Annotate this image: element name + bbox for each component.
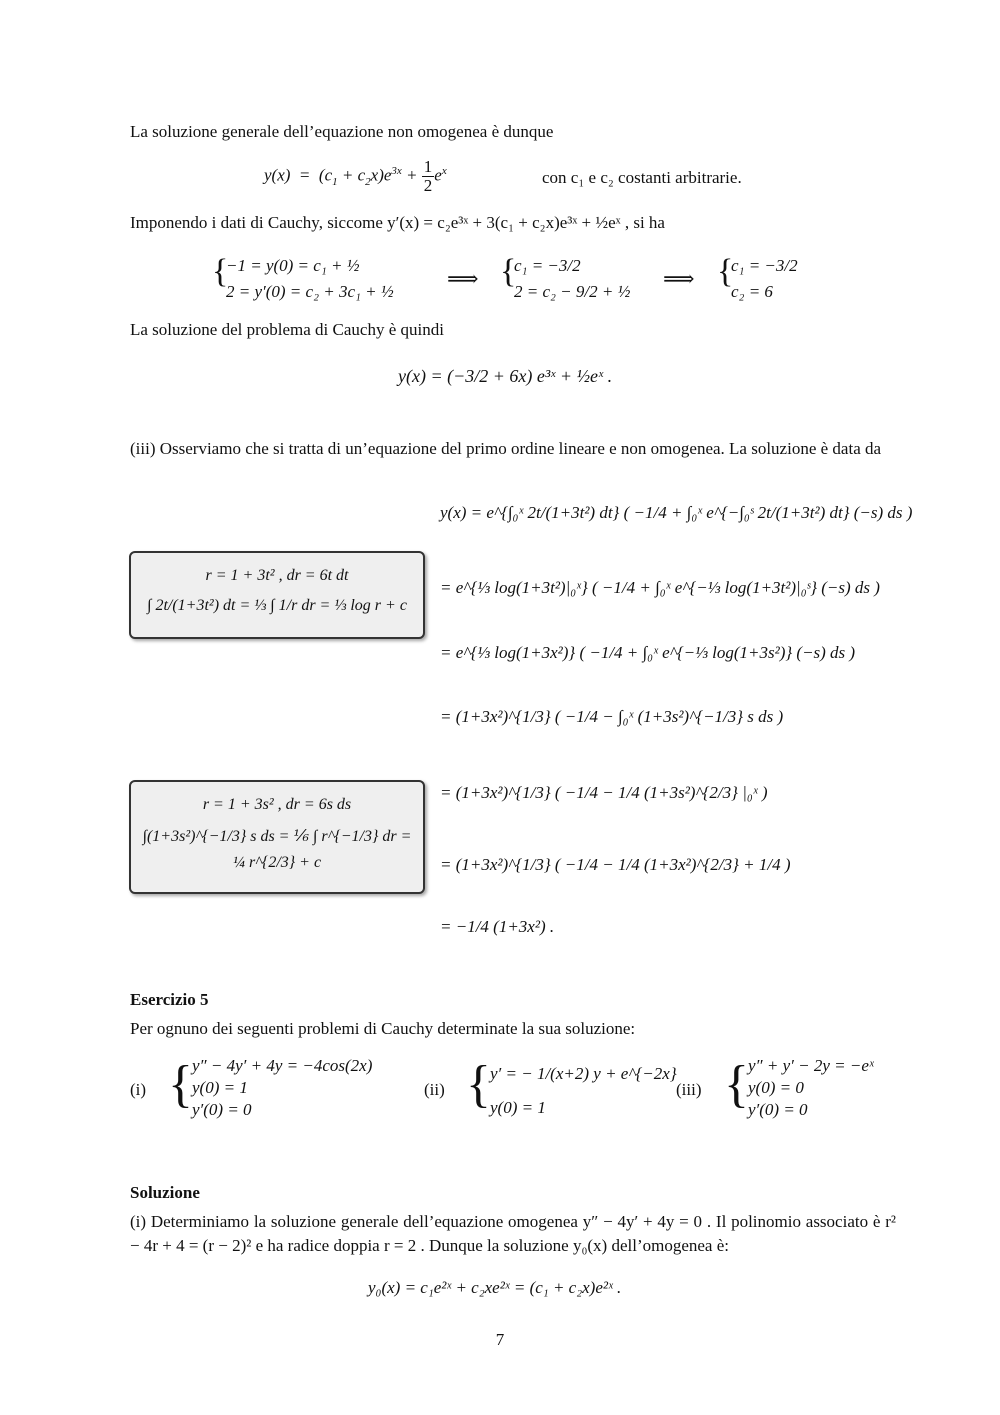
implies-arrow-1: ⟹ — [447, 266, 479, 291]
solution-equation: y₀(x) = c₁e²ˣ + c₂xe²ˣ = (c₁ + c₂x)e²ˣ . — [368, 1278, 622, 1297]
implies-arrow-2: ⟹ — [663, 266, 695, 291]
brace-system-2: { — [500, 253, 517, 290]
brace-problem-iii: { — [724, 1056, 749, 1113]
problem-ii-label: (ii) — [424, 1080, 445, 1099]
paragraph-general-solution: La soluzione generale dell’equazione non omogenea è dunque — [130, 122, 554, 141]
solution-text: (i) Determiniamo la soluzione generale dell’equazione omogenea y″ − 4y′ + 4y = 0 . Il polinomio associato è r² − 4r + 4 = (r − 2)² e ha radice doppia r = 2 . Dunque la soluzione y₀(x) dell’omogenea è: — [130, 1212, 896, 1255]
equation-cauchy-solution: y(x) = (−3/2 + 6x) e³ˣ + ½eˣ . — [398, 366, 613, 386]
brace-problem-i: { — [168, 1056, 193, 1113]
paragraph-cauchy-solution: La soluzione del problema di Cauchy è quindi — [130, 320, 444, 339]
page-number: 7 — [495, 1330, 505, 1349]
box2-line2: ∫(1+3s²)^{−1/3} s ds = ⅙ ∫ r^{−1/3} dr = — [142, 828, 412, 845]
substitution-box-2 — [129, 780, 425, 894]
derivation-line-3: = e^{⅓ log(1+3x²)} ( −1/4 + ∫₀ˣ e^{−⅓ log(1+3s²)} (−s) ds ) — [440, 643, 856, 662]
derivation-line-7: = −1/4 (1+3x²) . — [440, 917, 555, 936]
paragraph-cauchy-data: Imponendo i dati di Cauchy, siccome y′(x) = c₂e³ˣ + 3(c₁ + c₂x)e³ˣ + ½eˣ , si ha — [130, 213, 665, 232]
derivation-line-5: = (1+3x²)^{1/3} ( −1/4 − 1/4 (1+3s²)^{2/3} |₀ˣ ) — [440, 783, 768, 802]
exercise-title: Esercizio 5 — [130, 990, 209, 1009]
box1-line1: r = 1 + 3t² , dr = 6t dt — [205, 567, 349, 584]
derivation-line-6: = (1+3x²)^{1/3} ( −1/4 − 1/4 (1+3x²)^{2/3} + 1/4 ) — [440, 855, 791, 874]
problem-i-label: (i) — [130, 1080, 147, 1099]
brace-problem-ii: { — [466, 1056, 491, 1113]
exercise-intro: Per ognuno dei seguenti problemi di Cauchy determinate la sua soluzione: — [130, 1019, 636, 1038]
paragraph-iii-intro: (iii) Osserviamo che si tratta di un’equazione del primo ordine lineare e non omogenea. La soluzione è data da — [130, 439, 882, 458]
problem-i-line2: y(0) = 1 — [192, 1078, 248, 1097]
system3-line1: c₁ = −3/2 — [731, 256, 798, 275]
system1-line1: −1 = y(0) = c₁ + ½ — [226, 256, 360, 275]
problem-ii-line1: y′ = − 1/(x+2) y + e^{−2x} — [490, 1064, 677, 1083]
equation-general-solution: $y(x) = (c_1 + c_2x)e^{3x}$ + $\frac{1}{2}$ $e^x$ — [264, 157, 447, 195]
brace-system-1: { — [212, 253, 229, 290]
problem-iii-line1: y″ + y′ − 2y = −eˣ — [748, 1056, 874, 1075]
system2-line1: c₁ = −3/2 — [514, 256, 581, 275]
box2-line3: ¼ r^{2/3} + c — [232, 854, 322, 871]
problem-i-line3: y′(0) = 0 — [192, 1100, 252, 1119]
problem-iii-line2: y(0) = 0 — [748, 1078, 804, 1097]
derivation-line-4: = (1+3x²)^{1/3} ( −1/4 − ∫₀ˣ (1+3s²)^{−1/3} s ds ) — [440, 707, 784, 726]
derivation-line-1: y(x) = e^{∫₀ˣ 2t/(1+3t²) dt} ( −1/4 + ∫₀ˣ e^{−∫₀ˢ 2t/(1+3t²) dt} (−s) ds ) — [440, 503, 913, 522]
equation-general-note: con c₁ e c₂ costanti arbitrarie. — [542, 168, 742, 187]
substitution-box-1 — [129, 551, 425, 639]
problem-ii-line2: y(0) = 1 — [490, 1098, 546, 1117]
problem-i-line1: y″ − 4y′ + 4y = −4cos(2x) — [192, 1056, 373, 1075]
solution-title: Soluzione — [130, 1183, 200, 1202]
system3-line2: c₂ = 6 — [731, 282, 773, 301]
box2-line1: r = 1 + 3s² , dr = 6s ds — [202, 796, 352, 813]
box1-line2: ∫ 2t/(1+3t²) dt = ⅓ ∫ 1/r dr = ⅓ log r + c — [147, 597, 407, 614]
problem-iii-line3: y′(0) = 0 — [748, 1100, 808, 1119]
brace-system-3: { — [717, 253, 734, 290]
problem-iii-label: (iii) — [676, 1080, 702, 1099]
system2-line2: 2 = c₂ − 9/2 + ½ — [514, 282, 631, 301]
system1-line2: 2 = y′(0) = c₂ + 3c₁ + ½ — [226, 282, 394, 301]
derivation-line-2: = e^{⅓ log(1+3t²)|₀ˣ} ( −1/4 + ∫₀ˣ e^{−⅓ log(1+3t²)|₀ˢ} (−s) ds ) — [440, 578, 880, 597]
